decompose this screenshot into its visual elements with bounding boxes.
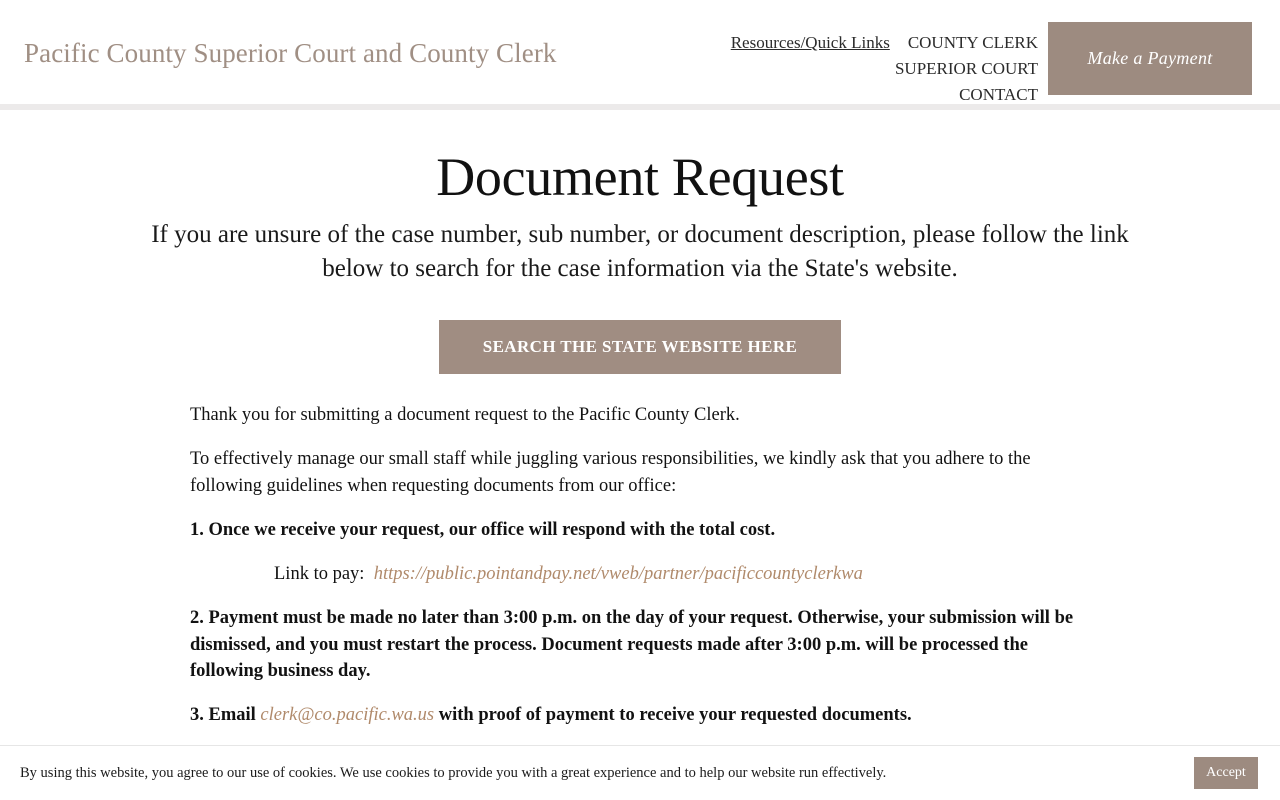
guideline-item-3-prefix: 3. Email (190, 705, 261, 726)
clerk-email-link[interactable]: clerk@co.pacific.wa.us (260, 705, 435, 726)
guideline-item-2: 2. Payment must be made no later than 3:00 p.m. on the day of your request. Otherwise, your submission will be dismissed, and you must restart the process. Document requests made after 3:00 p.m. will be processed the following business day. (190, 608, 1074, 681)
cookie-accept-button[interactable]: Accept (1194, 757, 1258, 789)
main-content (0, 110, 1280, 773)
nav-item-contact[interactable]: CONTACT (959, 85, 1038, 104)
page-subtitle: If you are unsure of the case number, sub number, or document description, please follow the link below to search for the case information via the State's website. (151, 221, 1129, 282)
payment-portal-link[interactable]: https://public.pointandpay.net/vweb/partner/pacificcountyclerkwa (373, 564, 863, 585)
body-copy (190, 402, 1090, 773)
site-brand-title: Pacific County Superior Court and County Clerk (24, 38, 557, 68)
guideline-item-3 (190, 702, 1090, 728)
nav-item-county-clerk[interactable]: COUNTY CLERK (907, 33, 1038, 52)
link-to-pay-label: Link to pay: (274, 564, 365, 585)
cookie-consent-text: By using this website, you agree to our use of cookies. We use cookies to provide you with a great experience and to help our website run effectively. (20, 764, 887, 781)
make-a-payment-button[interactable]: Make a Payment (1048, 22, 1252, 95)
guideline-item-3-suffix: with proof of payment to receive your requested documents. (434, 705, 912, 726)
nav-item-superior-court[interactable]: SUPERIOR COURT (894, 59, 1038, 78)
cookie-consent-bar (0, 745, 1280, 800)
search-state-website-button[interactable]: SEARCH THE STATE WEBSITE HERE (439, 320, 841, 374)
link-to-pay-line (190, 561, 1090, 587)
cta-container (0, 320, 1280, 374)
main-navigation (608, 30, 1038, 108)
nav-item-resources[interactable]: Resources/Quick Links (730, 33, 890, 52)
paragraph-thank-you: Thank you for submitting a document request to the Pacific County Clerk. (190, 405, 740, 425)
site-header (0, 0, 1280, 110)
guideline-item-1: 1. Once we receive your request, our office will respond with the total cost. (190, 519, 776, 540)
page-title: Document Request (436, 147, 844, 207)
paragraph-guidelines-intro: To effectively manage our small staff while juggling various responsibilities, we kindly ask that you adhere to the following guidelines when requesting documents from our office: (190, 449, 1031, 496)
